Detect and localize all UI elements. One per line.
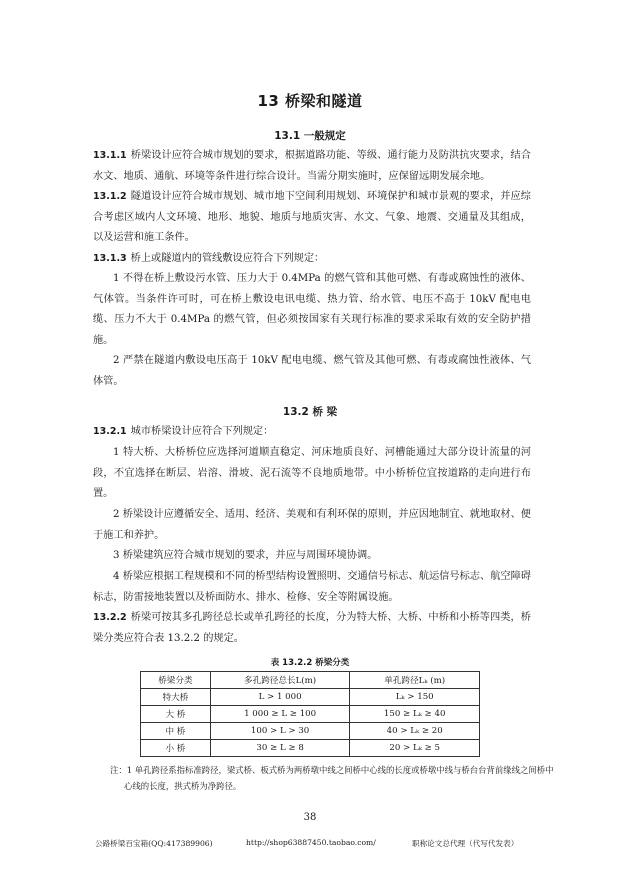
table-cell: 小 桥	[141, 740, 211, 757]
clause-text: 桥梁可按其多孔跨径总长或单孔跨径的长度，分为特大桥、大桥、中桥和小桥等四类，桥梁分类应符合表 13.2.2 的规定。	[93, 612, 531, 644]
clause-number: 13.1.3	[93, 253, 127, 264]
clause-13-1-3-item-1: 1 不得在桥上敷设污水管、压力大于 0.4MPa 的燃气管和其他可燃、有毒或腐蚀性的液体、气体管。当条件许可时，可在桥上敷设电讯电缆、热力管、给水管、电压不高于 10kV 配电电缆、压力不大于 0.4MPa 的燃气管，但必须按国家有关现行标准的要求采取有效的安全防护措施。	[93, 273, 531, 346]
table-cell: 1 000 ≥ L ≥ 100	[210, 706, 350, 723]
table-cell: Lₖ > 150	[350, 689, 480, 706]
clause-text: 隧道设计应符合城市规划、城市地下空间利用规划、环境保护和城市景观的要求，并应综合考虑区域内人文环境、地形、地貌、地质与地质灾害、水文、气象、地震、交通量及其组成，以及运营和施工条件。	[93, 191, 531, 243]
table-cell: 大 桥	[141, 706, 211, 723]
table-header-cell: 桥梁分类	[141, 672, 211, 689]
clause-13-1-1	[93, 146, 531, 187]
table-cell: L > 1 000	[210, 689, 350, 706]
section-title-13-1: 13.1 一般规定	[274, 130, 346, 142]
clause-13-1-3	[93, 249, 531, 270]
table-cell: 中 桥	[141, 723, 211, 740]
bridge-classification-table	[140, 671, 480, 757]
footer-left: 公路桥梁百宝箱(QQ:417389906)	[95, 839, 213, 848]
table-cell: 40 > Lₖ ≥ 20	[350, 723, 480, 740]
table-cell: 20 > Lₖ ≥ 5	[350, 740, 480, 757]
clause-13-1-2	[93, 187, 531, 249]
table-row	[141, 723, 480, 740]
clause-number: 13.1.1	[93, 150, 127, 161]
clause-13-2-1-item-3: 3 桥梁建筑应符合城市规划的要求，并应与周围环境协调。	[113, 550, 378, 561]
table-note: 注：1 单孔跨径系指标准跨径，梁式桥、板式桥为两桥墩中线之间桥中心线的长度或桥墩中线与桥台台背前缘线之间桥中心线的长度，拱式桥为净跨径。	[110, 765, 554, 791]
footer-right: 职称论文总代理（代写代发表）	[412, 839, 519, 848]
footer-center-link[interactable]: http://shop63887450.taobao.com/	[246, 838, 376, 847]
clause-13-2-1	[93, 422, 531, 443]
clause-13-2-1-item-1: 1 特大桥、大桥桥位应选择河道顺直稳定、河床地质良好、河槽能通过大部分设计流量的河段，不宜选择在断层、岩溶、滑坡、泥石流等不良地质地带。中小桥桥位宜按道路的走向进行布置。	[93, 447, 531, 499]
clause-13-2-1-item-4: 4 桥梁应根据工程规模和不同的桥型结构设置照明、交通信号标志、航运信号标志、航空障碍标志，防雷接地装置以及桥面防水、排水、检修、安全等附属设施。	[93, 571, 531, 603]
clause-13-2-1-item-2: 2 桥梁设计应遵循安全、适用、经济、美观和有利环保的原则，并应因地制宜、就地取材、便于施工和养护。	[93, 509, 531, 541]
clause-text: 城市桥梁设计应符合下列规定：	[130, 426, 274, 437]
page-number: 38	[303, 812, 317, 823]
clause-text: 桥上或隧道内的管线敷设应符合下列规定：	[130, 253, 325, 264]
clause-13-1-3-item-2: 2 严禁在隧道内敷设电压高于 10kV 配电电缆、燃气管及其他可燃、有毒或腐蚀性液体、气体管。	[93, 355, 531, 387]
clause-13-2-2	[93, 608, 531, 649]
clause-number: 13.2.1	[93, 426, 127, 437]
table-row	[141, 740, 480, 757]
table-row	[141, 706, 480, 723]
clause-text: 桥梁设计应符合城市规划的要求，根据道路功能、等级、通行能力及防洪抗灾要求，结合水文、地质、通航、环境等条件进行综合设计。当需分期实施时，应保留远期发展余地。	[93, 150, 531, 182]
table-row	[141, 689, 480, 706]
chapter-title: 13 桥梁和隧道	[257, 92, 363, 110]
table-header-cell: 多孔跨径总长L(m)	[210, 672, 350, 689]
table-title: 表 13.2.2 桥梁分类	[270, 658, 350, 668]
clause-number: 13.1.2	[93, 191, 127, 202]
table-cell: 150 ≥ Lₖ ≥ 40	[350, 706, 480, 723]
clause-number: 13.2.2	[93, 612, 127, 623]
table-cell: 特大桥	[141, 689, 211, 706]
table-cell: 100 > L > 30	[210, 723, 350, 740]
table-cell: 30 ≥ L ≥ 8	[210, 740, 350, 757]
table-header-row	[141, 672, 480, 689]
table-header-cell: 单孔跨径Lₖ (m)	[350, 672, 480, 689]
section-title-13-2: 13.2 桥 梁	[282, 406, 338, 418]
